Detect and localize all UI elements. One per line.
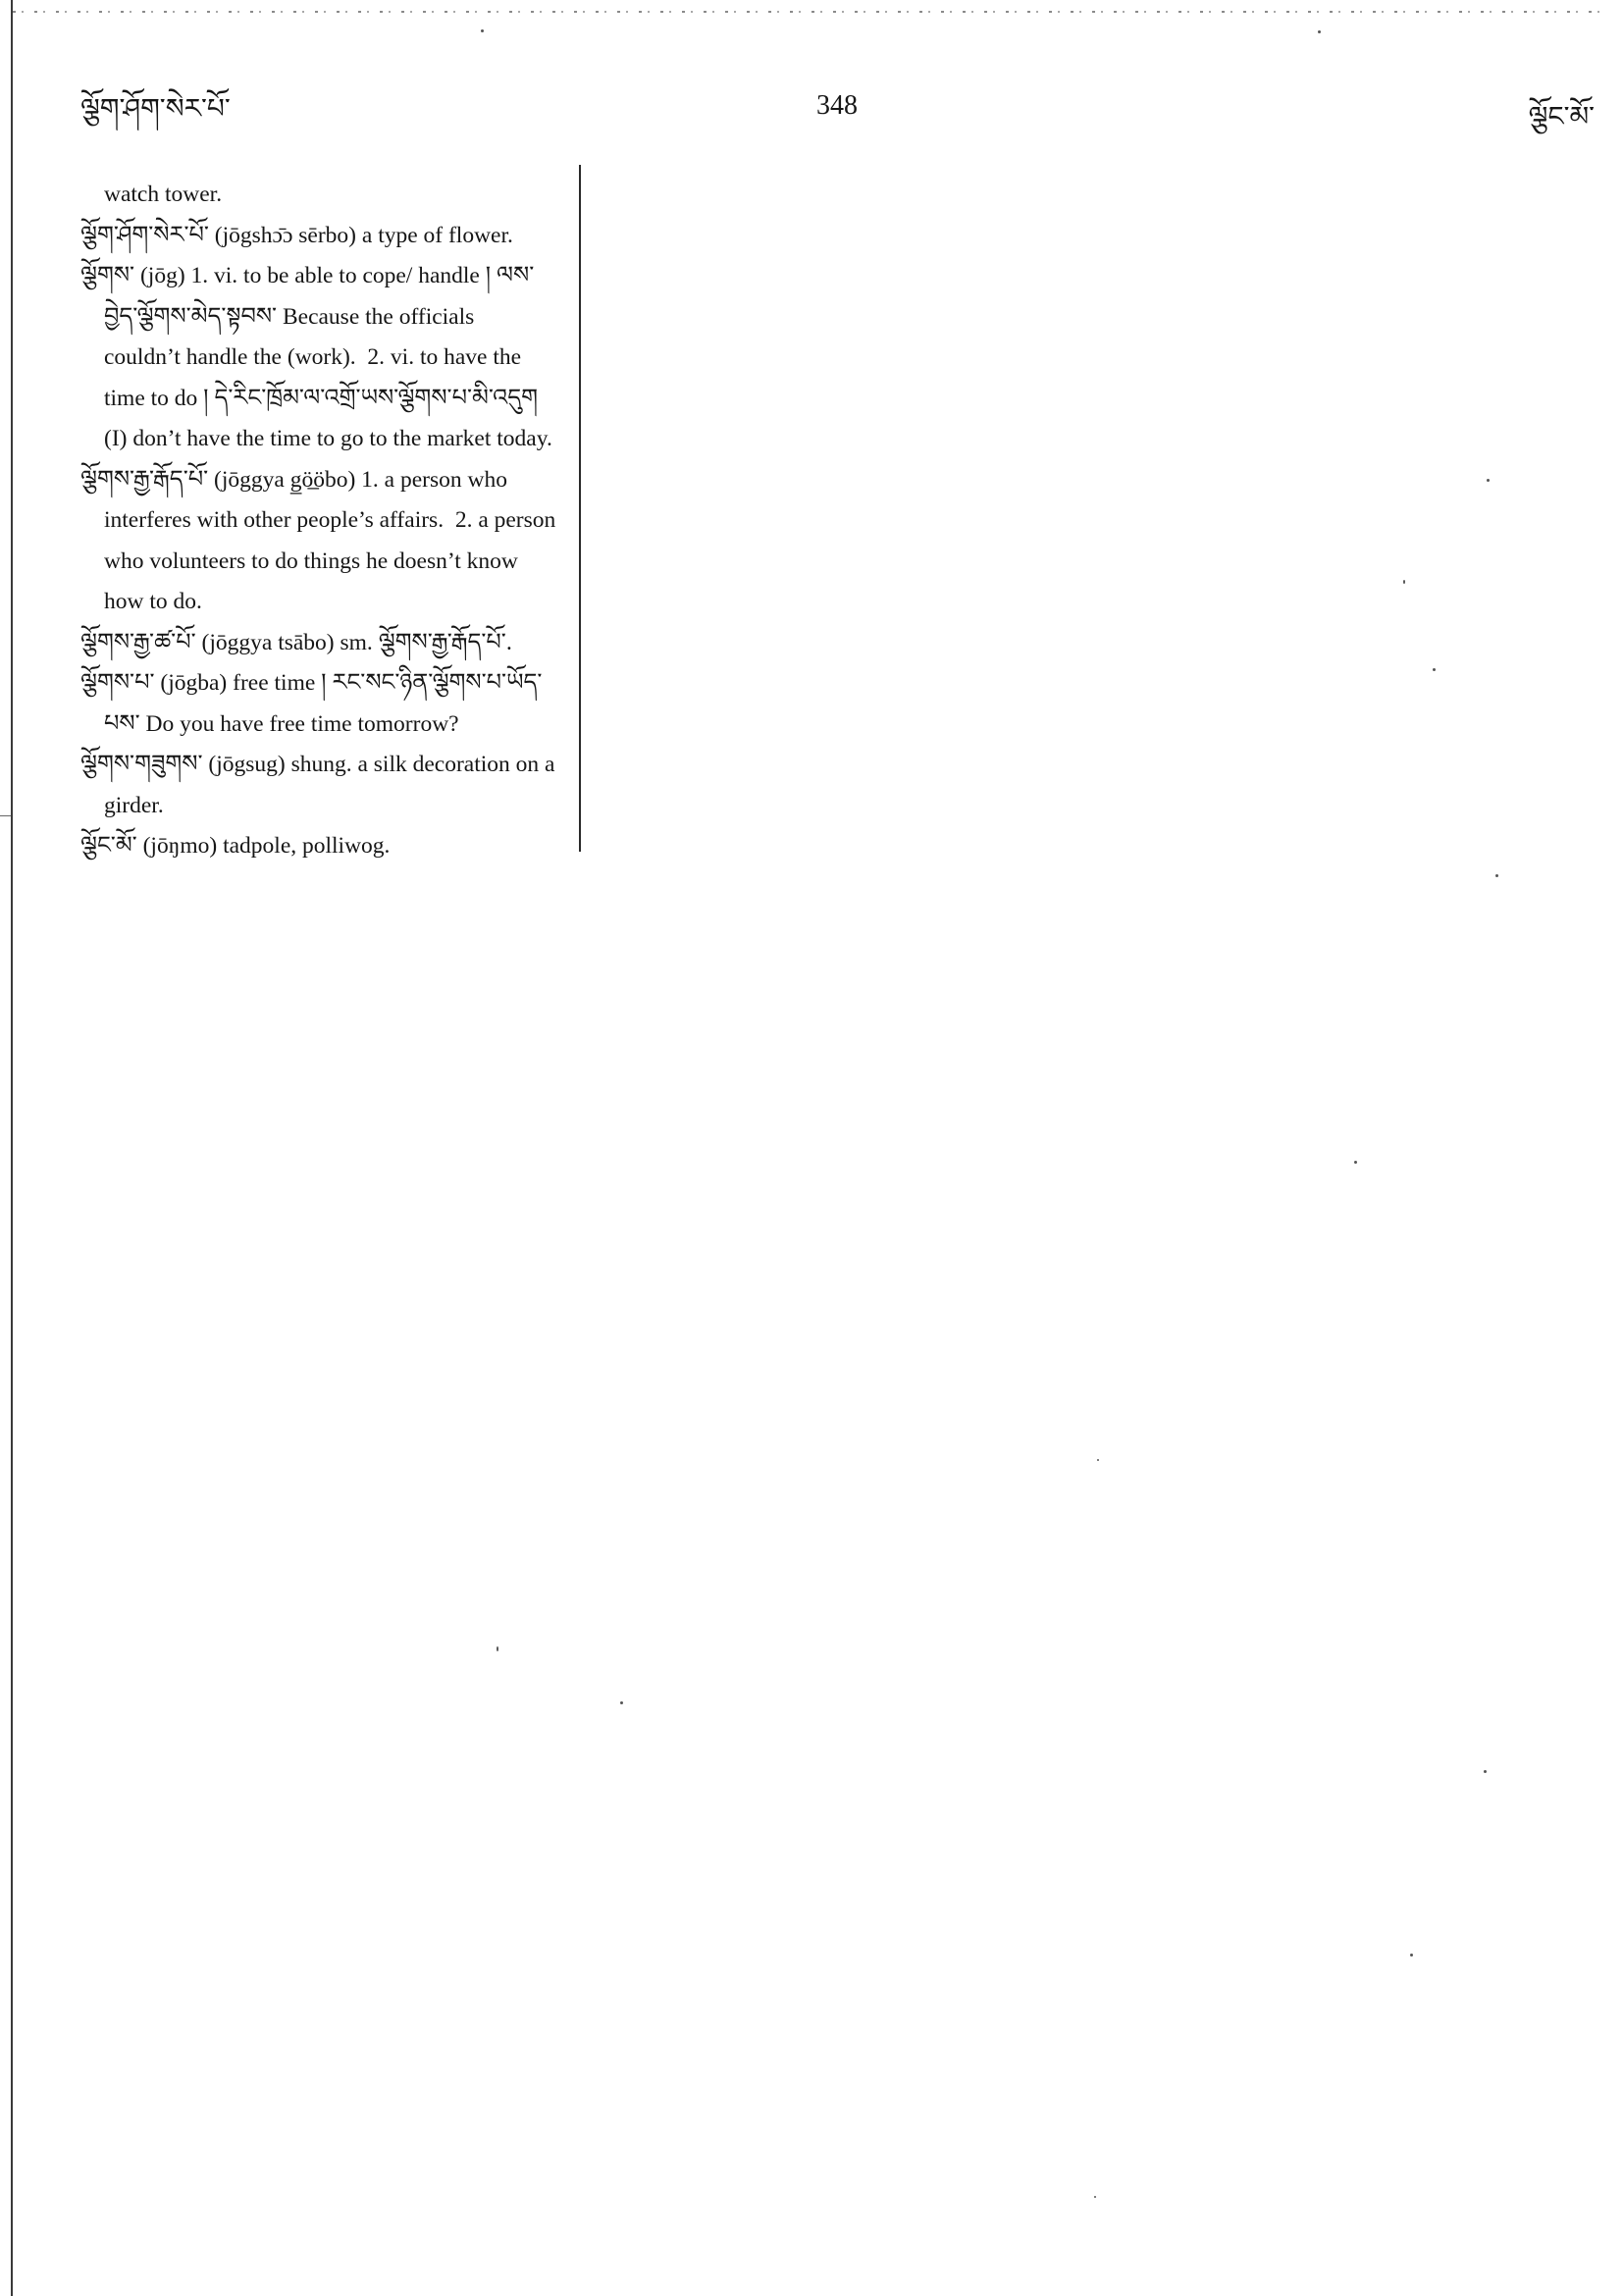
definition-text: free time bbox=[233, 670, 316, 696]
dictionary-column bbox=[80, 175, 571, 867]
entry-pronunciation: (jōgshɔ̄ɔ sērbo) bbox=[214, 222, 357, 248]
page-number: 348 bbox=[816, 90, 858, 121]
margin-tick bbox=[0, 815, 11, 816]
definition-text: tadpole, polliwog. bbox=[223, 833, 391, 859]
example-tibetan: ། དེ་རིང་ཁྲོམ་ལ་འགྲོ་ཡས་ལྕོགས་པ་མི་འདུག bbox=[203, 385, 539, 411]
example-tibetan: ། ལས་ bbox=[485, 263, 535, 288]
entry-line bbox=[80, 745, 571, 786]
dictionary-entry bbox=[80, 826, 571, 867]
entry-pronunciation: (jōgsug) bbox=[208, 752, 286, 777]
dictionary-entry bbox=[80, 663, 571, 745]
entry-pronunciation: (jōg) bbox=[139, 263, 185, 288]
example-translation: Because the officials bbox=[282, 303, 475, 330]
entry-headword: ལྕོགས་རྒྱ་ཚ་པོ་ bbox=[80, 629, 196, 655]
entry-line bbox=[80, 175, 571, 216]
entry-line bbox=[80, 582, 571, 623]
definition-text: 1. a person who bbox=[361, 466, 507, 493]
entry-line bbox=[80, 704, 571, 746]
dictionary-entry bbox=[80, 623, 571, 664]
page-top-edge bbox=[13, 11, 1609, 13]
example-tibetan: པས་ bbox=[104, 710, 140, 737]
example-translation: (I) don’t have the time to go to the market today. bbox=[104, 426, 552, 451]
entry-headword: ལྕོག་ཤོག་སེར་པོ་ bbox=[80, 222, 209, 248]
dictionary-entry-continuation bbox=[80, 175, 571, 216]
definition-text: a type of flower. bbox=[361, 222, 513, 248]
entry-pronunciation: (jōŋmo) bbox=[142, 833, 218, 859]
entry-headword: ལྕོགས་ bbox=[80, 263, 135, 288]
entry-line bbox=[80, 297, 571, 339]
entry-headword: ལྕོང་མོ་ bbox=[80, 833, 137, 859]
scan-speck bbox=[1318, 30, 1321, 33]
definition-text: how to do. bbox=[104, 589, 202, 614]
definition-text: 1. vi. to be able to cope/ handle bbox=[190, 263, 480, 288]
scan-speck bbox=[1094, 2196, 1096, 2198]
scan-speck bbox=[497, 1646, 498, 1651]
dictionary-entry bbox=[80, 745, 571, 826]
scan-speck bbox=[1433, 668, 1436, 671]
definition-text: sm. bbox=[340, 629, 373, 655]
dictionary-entry bbox=[80, 460, 571, 623]
dictionary-entry bbox=[80, 216, 571, 257]
entry-line bbox=[80, 338, 571, 379]
scan-speck bbox=[620, 1701, 623, 1704]
scan-speck bbox=[1487, 479, 1490, 482]
scan-speck bbox=[1097, 1459, 1099, 1461]
entry-line bbox=[80, 419, 571, 460]
definition-text: interferes with other people’s affairs. 2. a person bbox=[104, 507, 556, 533]
scan-speck bbox=[1495, 874, 1498, 877]
dictionary-entry bbox=[80, 256, 571, 460]
entry-line bbox=[80, 216, 571, 257]
scan-speck bbox=[1354, 1161, 1357, 1164]
scan-speck bbox=[481, 29, 484, 32]
header-guide-word-left: ལྕོག་ཤོག་སེར་པོ་ bbox=[80, 94, 231, 125]
entry-line bbox=[80, 460, 571, 501]
entry-pronunciation: (jōggya tsābo) bbox=[201, 629, 335, 655]
definition-text: couldn’t handle the (work). 2. vi. to have the bbox=[104, 344, 522, 370]
definition-text: time to do bbox=[104, 385, 198, 411]
entry-pronunciation: (jōgba) bbox=[160, 670, 228, 696]
definition-text: who volunteers to do things he doesn’t know bbox=[104, 548, 518, 574]
scan-speck bbox=[1410, 1954, 1413, 1957]
entry-line bbox=[80, 256, 571, 297]
header-guide-word-right: ལྕོང་མོ་ bbox=[1528, 102, 1595, 132]
entry-headword: ལྕོགས་པ་ bbox=[80, 670, 155, 696]
cross-reference-tibetan: ལྕོགས་རྒྱ་རྒོད་པོ་. bbox=[378, 629, 512, 655]
definition-text: girder. bbox=[104, 792, 164, 818]
definition-text: watch tower. bbox=[104, 182, 223, 207]
column-divider bbox=[579, 165, 581, 852]
example-translation: Do you have free time tomorrow? bbox=[145, 710, 459, 737]
example-tibetan: བྱེད་ལྕོགས་མེད་སྟབས་ bbox=[104, 303, 278, 330]
scan-speck bbox=[1403, 580, 1405, 584]
entry-line bbox=[80, 500, 571, 542]
entry-pronunciation: (jōggya g̲ö̲öbo) bbox=[214, 466, 356, 493]
entry-line bbox=[80, 786, 571, 827]
scan-speck bbox=[1484, 1770, 1487, 1773]
entry-headword: ལྕོགས་རྒྱ་རྒོད་པོ་ bbox=[80, 466, 209, 493]
page-left-border bbox=[11, 0, 13, 2296]
entry-line bbox=[80, 663, 571, 704]
entry-headword: ལྕོགས་གཟུགས་ bbox=[80, 752, 203, 777]
entry-line bbox=[80, 826, 571, 867]
entry-line bbox=[80, 542, 571, 583]
example-tibetan: ། རང་སང་ཉིན་ལྕོགས་པ་ཡོད་ bbox=[321, 670, 543, 696]
entry-line bbox=[80, 623, 571, 664]
definition-text: shung. a silk decoration on a bbox=[290, 752, 555, 777]
entry-line bbox=[80, 379, 571, 420]
